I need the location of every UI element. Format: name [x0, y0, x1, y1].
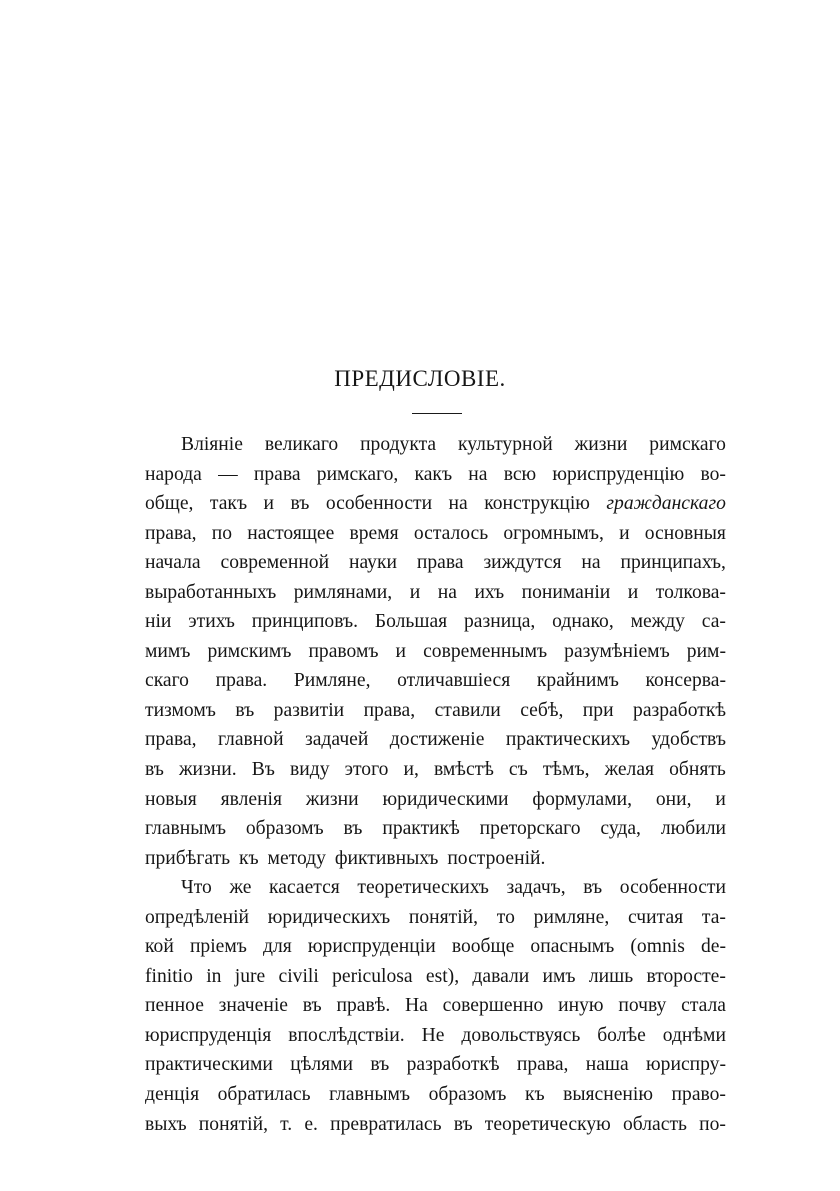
word: Вліяніе — [181, 434, 243, 455]
word: права, — [145, 522, 197, 544]
word: са- — [701, 611, 726, 633]
text-line — [145, 962, 726, 992]
word: виду — [289, 759, 330, 781]
word: выясненію — [563, 1084, 653, 1106]
text-line — [145, 607, 726, 637]
word: лишь — [588, 965, 634, 987]
word: давали — [472, 965, 530, 987]
word: считая — [628, 906, 684, 928]
word: пенное — [145, 995, 204, 1017]
word: же — [229, 877, 252, 899]
word: жизни. — [178, 759, 237, 781]
word: права. — [215, 670, 268, 692]
word: развитіи — [273, 699, 345, 721]
word: второсте- — [646, 965, 726, 987]
word: науки — [348, 552, 397, 574]
word: въ — [290, 493, 310, 515]
word: главнымъ — [145, 818, 226, 840]
word: de- — [700, 936, 726, 958]
word: римскимъ — [207, 640, 292, 662]
word: права, — [516, 1054, 569, 1076]
word: такъ — [209, 493, 248, 515]
word: На — [405, 995, 428, 1017]
word: in — [206, 965, 222, 987]
word: и — [409, 581, 421, 603]
text-line — [145, 814, 726, 844]
word: толкова- — [655, 581, 726, 603]
word: и — [395, 640, 407, 662]
word: и — [263, 493, 275, 515]
word: т. — [280, 1113, 293, 1135]
text-line — [145, 1080, 726, 1110]
word: на — [468, 463, 488, 485]
word: начала — [145, 552, 201, 574]
word: стала — [681, 995, 726, 1017]
word: е. — [304, 1113, 318, 1135]
word: римскаго, — [316, 463, 399, 485]
word: est), — [425, 965, 460, 987]
emphasized-word: гражданскаго — [606, 493, 726, 515]
page-title: ПРЕДИСЛОВІЕ. — [334, 366, 506, 391]
word: между — [630, 611, 685, 633]
word: по- — [699, 1113, 726, 1135]
word: настоящее — [247, 522, 335, 544]
word: юриспру- — [646, 1054, 726, 1076]
text-line: прибѣгать къ методу фиктивныхъ построеній. — [145, 847, 546, 869]
word: себѣ, — [520, 699, 564, 721]
word: главной — [218, 729, 284, 751]
text-line — [145, 696, 726, 726]
word: и — [619, 522, 630, 544]
text-line — [145, 1110, 726, 1140]
word: права, — [145, 729, 197, 751]
word: въ — [343, 818, 363, 840]
word: однако, — [552, 611, 614, 633]
word: отличавшіеся — [397, 670, 511, 692]
word: Въ — [251, 759, 275, 781]
text-line — [145, 430, 726, 460]
text-line — [145, 1050, 726, 1080]
word: принципахъ, — [620, 552, 726, 574]
word: они, — [655, 788, 692, 810]
word: римляне, — [533, 906, 610, 928]
word: права, — [363, 699, 416, 721]
text-line — [145, 637, 726, 667]
word: достиженіе — [389, 729, 485, 751]
word: обнять — [669, 759, 726, 781]
word: опаснымъ — [530, 936, 615, 958]
text-line — [145, 578, 726, 608]
text-line — [145, 460, 726, 490]
word: въ — [453, 1113, 473, 1135]
word: задачъ, — [506, 877, 566, 899]
word: обратилась — [217, 1084, 311, 1106]
word: практическими — [145, 1054, 273, 1076]
word: денція — [145, 1084, 200, 1106]
word: — — [218, 463, 238, 485]
word: разработкѣ — [406, 1054, 500, 1076]
word: и — [627, 581, 639, 603]
word: зиждутся — [483, 552, 562, 574]
word: однѣми — [662, 1024, 726, 1046]
word: теоретическихъ — [357, 877, 489, 899]
word: совершенно — [442, 995, 544, 1017]
word: болѣе — [597, 1024, 646, 1046]
word: (omnis — [630, 936, 685, 958]
word: юридическихъ — [267, 906, 391, 928]
word: вмѣстѣ — [433, 759, 494, 781]
word: понятій, — [198, 1113, 268, 1135]
word: понятій, — [408, 906, 479, 928]
word: опредѣленій — [145, 906, 250, 928]
word: въ — [235, 699, 255, 721]
word: великаго — [264, 434, 339, 455]
word: почву — [618, 995, 667, 1017]
word: рим- — [686, 640, 726, 662]
word: продукта — [360, 434, 437, 455]
word: римлянами, — [293, 581, 393, 603]
word: выработанныхъ — [145, 581, 277, 603]
text-line — [145, 666, 726, 696]
word: какъ — [414, 463, 453, 485]
word: римскаго — [649, 434, 726, 455]
word: превратилась — [330, 1113, 442, 1135]
word: на — [437, 581, 457, 603]
word: жизни — [574, 434, 628, 455]
word: теоретическую — [484, 1113, 611, 1135]
word: на — [448, 493, 468, 515]
word: желая — [604, 759, 655, 781]
word: формулами, — [532, 788, 632, 810]
word: право- — [671, 1084, 726, 1106]
word: практическихъ — [505, 729, 631, 751]
word: мимъ — [145, 640, 191, 662]
word: ніи — [145, 611, 172, 633]
text-line — [145, 1021, 726, 1051]
word: иную — [558, 995, 604, 1017]
word: значеніе — [218, 995, 288, 1017]
word: задачей — [305, 729, 369, 751]
word: periculosa — [332, 965, 413, 987]
word: осталось — [413, 522, 489, 544]
word: юриспруденцію — [552, 463, 685, 485]
word: культурной — [457, 434, 553, 455]
word: civili — [278, 965, 319, 987]
word: и, — [403, 759, 419, 781]
text-line — [145, 932, 726, 962]
word: имъ — [542, 965, 576, 987]
text-line — [145, 489, 726, 519]
word: пріемъ — [189, 936, 247, 958]
text-line — [145, 991, 726, 1021]
word: Не — [421, 1024, 445, 1046]
text-line — [145, 519, 726, 549]
word: вообще — [451, 936, 515, 958]
text-line — [145, 873, 726, 903]
word: суда, — [600, 818, 641, 840]
word: съ — [508, 759, 528, 781]
word: преторскаго — [479, 818, 581, 840]
title-divider — [412, 413, 462, 414]
word: особенности — [325, 493, 433, 515]
word: время — [349, 522, 399, 544]
word: въ — [583, 877, 603, 899]
word: разработкѣ — [633, 699, 726, 721]
word: цѣлями — [290, 1054, 354, 1076]
word: права — [253, 463, 301, 485]
word: finitio — [145, 965, 193, 987]
word: юриспруденціи — [307, 936, 436, 958]
word: права — [416, 552, 464, 574]
word: юриспруденція — [145, 1024, 272, 1046]
word: главнымъ — [329, 1084, 411, 1106]
word: юридическими — [382, 788, 509, 810]
word: Большая — [374, 611, 448, 633]
word: тѣмъ, — [542, 759, 590, 781]
text-line — [145, 725, 726, 755]
text-line — [145, 755, 726, 785]
word: въ — [370, 1054, 390, 1076]
word: для — [263, 936, 292, 958]
word: ихъ — [474, 581, 505, 603]
word: касается — [269, 877, 340, 899]
word: крайнимъ — [536, 670, 619, 692]
word: огромнымъ, — [503, 522, 604, 544]
word: современнымъ — [423, 640, 548, 662]
word: консерва- — [645, 670, 726, 692]
word: современной — [220, 552, 330, 574]
word: народа — [145, 463, 202, 485]
word: удобствъ — [651, 729, 726, 751]
body-text — [145, 430, 726, 1139]
word: основныя — [644, 522, 726, 544]
word: въ — [302, 995, 322, 1017]
word: правомъ — [308, 640, 379, 662]
word: любили — [660, 818, 726, 840]
word: въ — [145, 759, 164, 781]
word: область — [623, 1113, 687, 1135]
word: правѣ. — [336, 995, 391, 1017]
word: образомъ — [428, 1084, 507, 1106]
word: всю — [503, 463, 537, 485]
word: по — [211, 522, 233, 544]
word: разумѣніемъ — [564, 640, 670, 662]
word: скаго — [145, 670, 189, 692]
word: при — [582, 699, 614, 721]
text-line — [145, 785, 726, 815]
word: практикѣ — [382, 818, 460, 840]
word: особенности — [619, 877, 726, 899]
word: этого — [344, 759, 389, 781]
word: и — [715, 788, 726, 810]
word: кой — [145, 936, 174, 958]
word: къ — [524, 1084, 545, 1106]
word: этихъ — [188, 611, 235, 633]
word: впослѣдствіи. — [288, 1024, 405, 1046]
word: явленія — [220, 788, 283, 810]
text-line — [145, 903, 726, 933]
word: во- — [700, 463, 726, 485]
word: jure — [234, 965, 266, 987]
text-line — [145, 548, 726, 578]
word: та- — [701, 906, 726, 928]
word: жизни — [305, 788, 359, 810]
word: Римляне, — [293, 670, 371, 692]
word: довольствуясь — [461, 1024, 581, 1046]
word: тизмомъ — [145, 699, 216, 721]
word: ставили — [434, 699, 501, 721]
word: новыя — [145, 788, 197, 810]
word: наша — [585, 1054, 629, 1076]
word: Что — [181, 877, 212, 899]
word: разница, — [464, 611, 536, 633]
word: принциповъ. — [251, 611, 359, 633]
word: на — [581, 552, 601, 574]
word: обще, — [145, 493, 194, 515]
word: конструкцію — [484, 493, 590, 515]
word: то — [496, 906, 515, 928]
word: образомъ — [245, 818, 324, 840]
word: выхъ — [145, 1113, 187, 1135]
word: пониманіи — [521, 581, 611, 603]
